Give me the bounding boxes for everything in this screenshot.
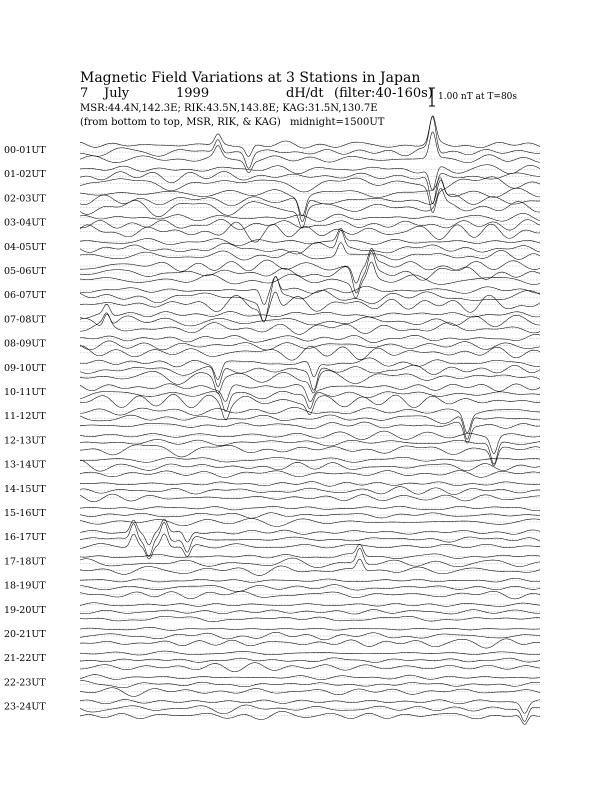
- trace-00-01UT-KAG: [80, 116, 540, 157]
- trace-23-24UT-RIK: [80, 705, 540, 721]
- date-month: July: [104, 86, 130, 101]
- row-label-17-18UT: 17-18UT: [4, 556, 46, 568]
- row-label-01-02UT: 01-02UT: [4, 169, 46, 181]
- midnight-note: midnight=1500UT: [289, 117, 385, 128]
- trace-11-12UT-RIK: [80, 415, 540, 439]
- date-day: 7: [80, 86, 89, 101]
- trace-15-16UT-RIK: [80, 513, 540, 518]
- station-coordinates: MSR:44.4N,142.3E; RIK:43.5N,143.8E; KAG:31.5N,130.7E: [80, 103, 378, 114]
- trace-07-08UT-RIK: [80, 314, 540, 326]
- row-label-11-12UT: 11-12UT: [4, 411, 46, 423]
- row-label-10-11UT: 10-11UT: [4, 387, 46, 398]
- trace-23-24UT-MSR: [80, 711, 540, 724]
- trace-15-16UT-KAG: [80, 506, 540, 510]
- row-label-03-04UT: 03-04UT: [4, 217, 46, 229]
- trace-13-14UT-MSR: [80, 471, 540, 478]
- trace-03-04UT-KAG: [80, 213, 540, 221]
- trace-19-20UT-KAG: [80, 603, 540, 607]
- trace-04-05UT-RIK: [80, 230, 540, 254]
- row-label-05-06UT: 05-06UT: [4, 266, 46, 277]
- trace-03-04UT-MSR: [80, 222, 540, 242]
- trace-06-07UT-MSR: [80, 292, 540, 322]
- trace-06-07UT-RIK: [80, 276, 540, 322]
- row-label-02-03UT: 02-03UT: [4, 193, 46, 205]
- trace-09-10UT-MSR: [80, 371, 540, 394]
- trace-14-15UT-RIK: [80, 487, 540, 495]
- scale-bar-label: 1.00 nT at T=80s: [438, 92, 518, 102]
- row-label-06-07UT: 06-07UT: [4, 290, 46, 302]
- trace-18-19UT-MSR: [80, 591, 540, 599]
- trace-12-13UT-MSR: [80, 445, 540, 466]
- row-label-20-21UT: 20-21UT: [4, 629, 46, 640]
- row-label-18-19UT: 18-19UT: [4, 580, 46, 592]
- trace-04-05UT-KAG: [80, 228, 540, 245]
- trace-22-23UT-KAG: [80, 675, 540, 680]
- filter-label: (filter:40-160s): [334, 86, 433, 101]
- chart-title: Magnetic Field Variations at 3 Stations in Japan: [80, 70, 421, 86]
- trace-15-16UT-MSR: [80, 519, 540, 527]
- trace-17-18UT-RIK: [80, 548, 540, 567]
- trace-13-14UT-RIK: [80, 460, 540, 471]
- row-label-12-13UT: 12-13UT: [4, 435, 46, 447]
- trace-00-01UT-MSR: [80, 132, 540, 173]
- trace-04-05UT-MSR: [80, 243, 540, 260]
- row-label-22-23UT: 22-23UT: [4, 677, 46, 689]
- trace-18-19UT-RIK: [80, 585, 540, 592]
- row-label-04-05UT: 04-05UT: [4, 241, 46, 253]
- trace-16-17UT-RIK: [80, 522, 540, 556]
- row-label-00-01UT: 00-01UT: [4, 145, 46, 156]
- trace-10-11UT-KAG: [80, 384, 540, 402]
- row-label-23-24UT: 23-24UT: [4, 701, 46, 713]
- row-label-07-08UT: 07-08UT: [4, 314, 46, 326]
- row-label-13-14UT: 13-14UT: [4, 459, 46, 471]
- trace-07-08UT-KAG: [80, 304, 540, 318]
- trace-07-08UT-MSR: [80, 313, 540, 334]
- row-label-16-17UT: 16-17UT: [4, 532, 46, 544]
- trace-00-01UT-RIK: [80, 117, 540, 169]
- row-label-21-22UT: 21-22UT: [4, 653, 46, 665]
- trace-17-18UT-MSR: [80, 559, 540, 575]
- row-label-08-09UT: 08-09UT: [4, 338, 46, 350]
- trace-20-21UT-MSR: [80, 639, 540, 648]
- station-order-note: (from bottom to top, MSR, RIK, & KAG): [80, 117, 281, 128]
- row-label-19-20UT: 19-20UT: [4, 604, 46, 616]
- row-label-15-16UT: 15-16UT: [4, 508, 46, 519]
- trace-22-23UT-MSR: [80, 688, 540, 697]
- trace-05-06UT-KAG: [80, 248, 540, 283]
- trace-02-03UT-MSR: [80, 188, 540, 228]
- row-label-09-10UT: 09-10UT: [4, 362, 46, 374]
- quantity-label: dH/dt: [286, 86, 324, 101]
- row-label-14-15UT: 14-15UT: [4, 483, 46, 495]
- trace-rows: [4, 116, 540, 725]
- trace-10-11UT-MSR: [80, 394, 540, 420]
- date-year: 1999: [176, 86, 210, 101]
- trace-18-19UT-KAG: [80, 578, 540, 582]
